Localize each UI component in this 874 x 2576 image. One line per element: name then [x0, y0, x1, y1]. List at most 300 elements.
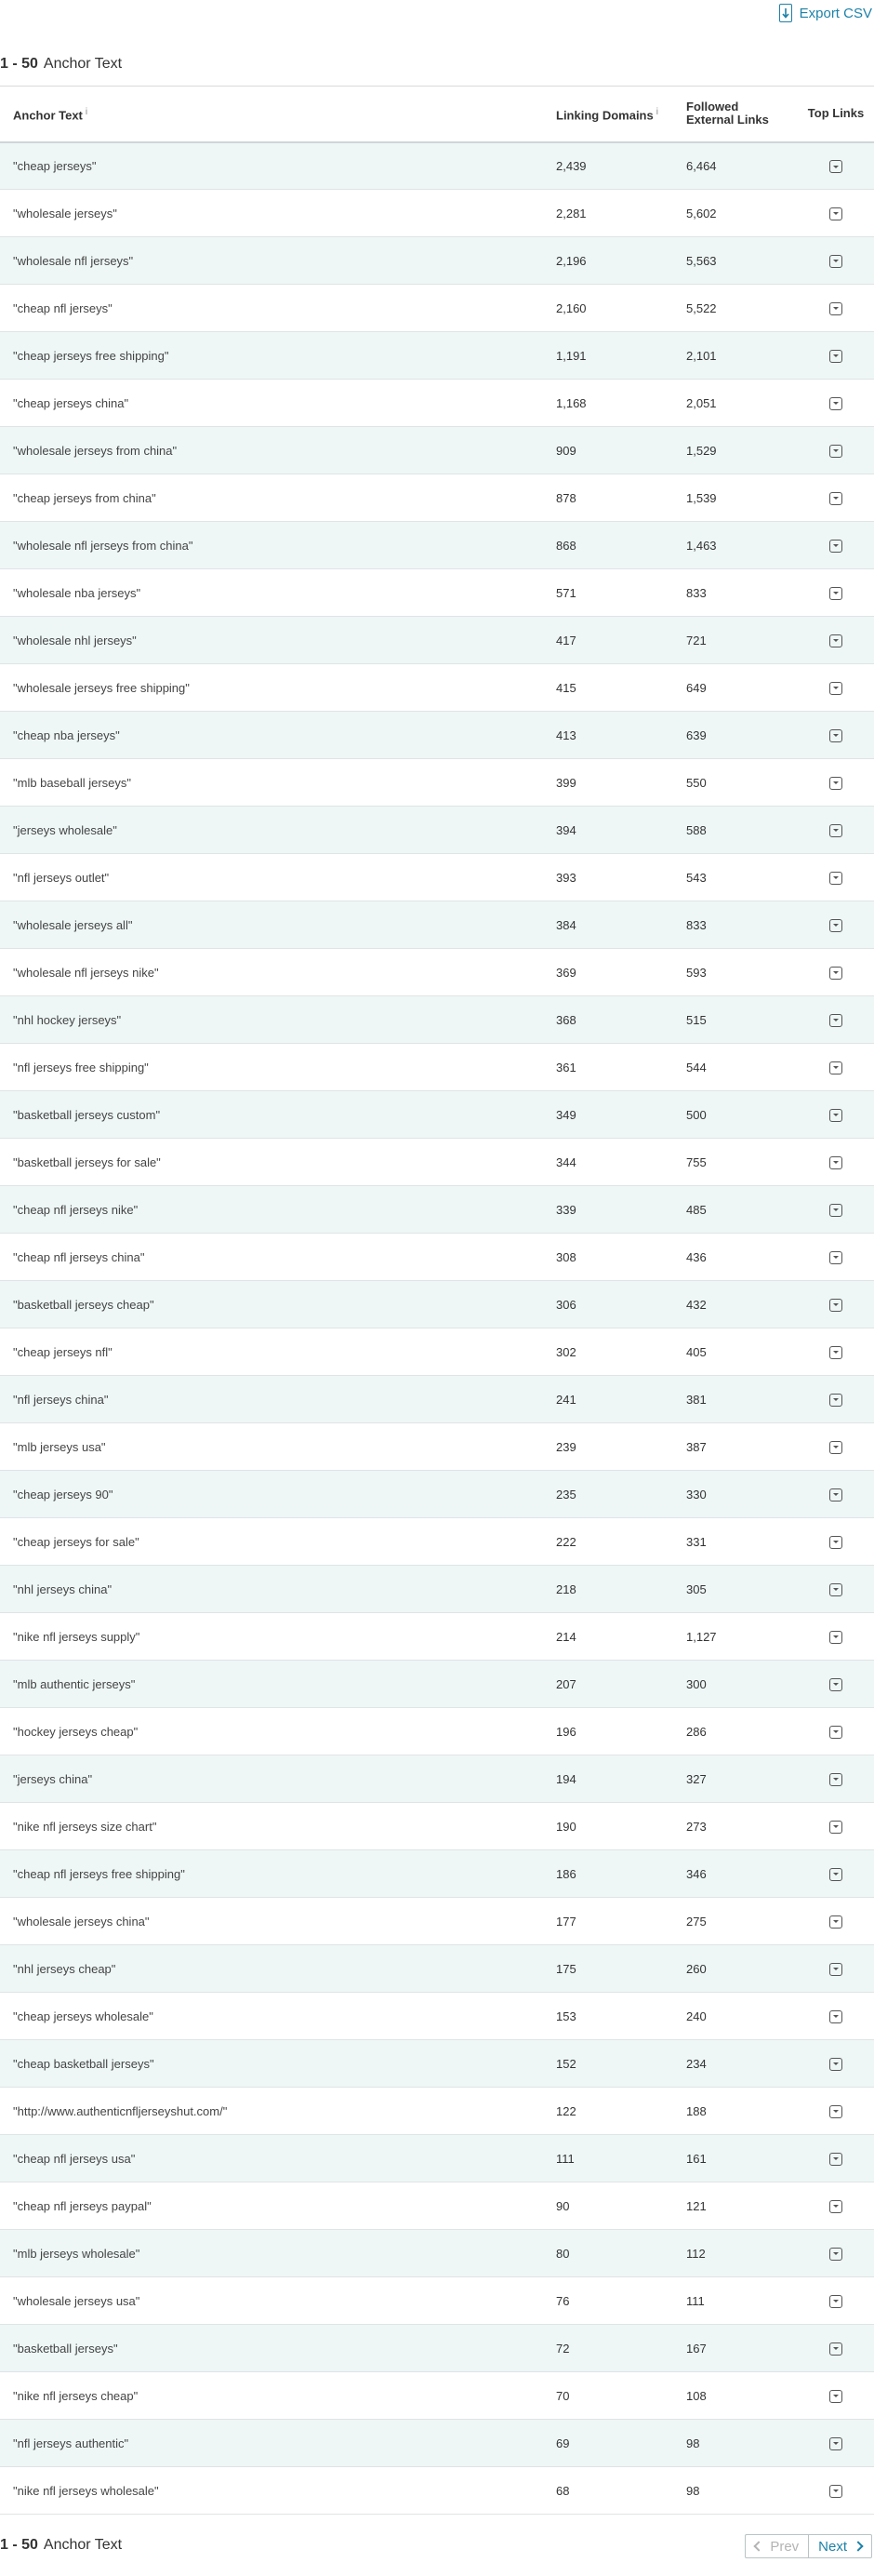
- linking-domains-cell: 68: [556, 2483, 570, 2498]
- linking-domains-cell: 369: [556, 965, 576, 980]
- table-row: [0, 1945, 874, 1993]
- followed-links-cell: 550: [686, 775, 707, 790]
- table-row: [0, 807, 874, 854]
- table-row: [0, 1328, 874, 1376]
- linking-domains-cell: 344: [556, 1155, 576, 1169]
- top-links-cell: [798, 664, 874, 712]
- linking-domains-cell: 80: [556, 2246, 570, 2261]
- table-row: [0, 1423, 874, 1471]
- linking-domains-cell: 177: [556, 1914, 576, 1929]
- anchor-text-cell: "nike nfl jerseys size chart": [13, 1819, 157, 1834]
- anchor-text-cell: "basketball jerseys": [13, 2341, 118, 2356]
- followed-links-cell: 649: [686, 680, 707, 695]
- expand-icon[interactable]: [829, 2437, 842, 2450]
- followed-links-cell: 515: [686, 1012, 707, 1027]
- top-links-cell: [798, 380, 874, 427]
- linking-domains-cell: 241: [556, 1392, 576, 1407]
- linking-domains-cell: 302: [556, 1344, 576, 1359]
- linking-domains-cell: 2,196: [556, 253, 587, 268]
- table-row: [0, 1044, 874, 1091]
- linking-domains-cell: 415: [556, 680, 576, 695]
- followed-links-cell: 593: [686, 965, 707, 980]
- table-row: [0, 617, 874, 664]
- top-links-cell: [798, 1518, 874, 1566]
- table-row: [0, 332, 874, 380]
- table-row: [0, 1850, 874, 1898]
- linking-domains-cell: 235: [556, 1487, 576, 1502]
- anchor-text-cell: "cheap nfl jerseys free shipping": [13, 1866, 185, 1881]
- followed-links-cell: 5,522: [686, 300, 717, 315]
- results-label: Anchor Text: [43, 56, 123, 72]
- linking-domains-cell: 308: [556, 1249, 576, 1264]
- table-row: [0, 427, 874, 474]
- top-links-cell: [798, 1566, 874, 1613]
- linking-domains-cell: 349: [556, 1107, 576, 1122]
- anchor-text-cell: "mlb baseball jerseys": [13, 775, 132, 790]
- expand-icon[interactable]: [829, 682, 842, 695]
- top-links-cell: [798, 1234, 874, 1281]
- top-links-cell: [798, 2372, 874, 2420]
- anchor-text-cell: "cheap jerseys free shipping": [13, 348, 169, 363]
- top-links-cell: [798, 1850, 874, 1898]
- table-row: [0, 1139, 874, 1186]
- expand-icon[interactable]: [829, 1773, 842, 1786]
- top-links-cell: [798, 1613, 874, 1661]
- top-links-cell: [798, 237, 874, 285]
- followed-links-cell: 305: [686, 1582, 707, 1596]
- table-row: [0, 1518, 874, 1566]
- followed-links-cell: 300: [686, 1676, 707, 1691]
- info-icon[interactable]: i: [85, 106, 88, 117]
- followed-links-cell: 544: [686, 1060, 707, 1074]
- top-links-cell: [798, 1708, 874, 1755]
- column-header-anchor-text[interactable]: Anchor Text $^i$: [13, 106, 88, 122]
- followed-links-cell: 331: [686, 1534, 707, 1549]
- table-row: [0, 1803, 874, 1850]
- top-links-cell: [798, 2277, 874, 2325]
- linking-domains-cell: 2,439: [556, 158, 587, 173]
- top-links-cell: [798, 1945, 874, 1993]
- next-page-button[interactable]: Next: [808, 2534, 872, 2558]
- table-row: [0, 2088, 874, 2135]
- table-row: [0, 285, 874, 332]
- top-links-cell: [798, 1661, 874, 1708]
- anchor-text-cell: "cheap jerseys wholesale": [13, 2009, 153, 2023]
- followed-links-cell: 381: [686, 1392, 707, 1407]
- followed-links-cell: 405: [686, 1344, 707, 1359]
- anchor-text-cell: "hockey jerseys cheap": [13, 1724, 139, 1739]
- linking-domains-cell: 571: [556, 585, 576, 600]
- top-links-cell: [798, 1091, 874, 1139]
- download-icon: [779, 4, 792, 22]
- results-summary: [0, 43, 874, 86]
- table-body: [0, 142, 874, 2515]
- expand-icon[interactable]: [829, 1536, 842, 1549]
- top-links-cell: [798, 142, 874, 190]
- top-links-cell: [798, 2135, 874, 2182]
- expand-icon[interactable]: [829, 824, 842, 837]
- expand-icon[interactable]: [829, 445, 842, 458]
- top-links-cell: [798, 522, 874, 569]
- anchor-text-cell: "wholesale jerseys usa": [13, 2293, 140, 2308]
- linking-domains-cell: 69: [556, 2436, 570, 2450]
- anchor-text-cell: "mlb jerseys wholesale": [13, 2246, 140, 2261]
- linking-domains-cell: 194: [556, 1771, 576, 1786]
- expand-icon[interactable]: [829, 634, 842, 647]
- anchor-text-cell: "cheap jerseys nfl": [13, 1344, 113, 1359]
- anchor-text-cell: "wholesale jerseys": [13, 206, 117, 220]
- top-links-cell: [798, 1044, 874, 1091]
- top-links-cell: [798, 617, 874, 664]
- linking-domains-cell: 152: [556, 2056, 576, 2071]
- followed-links-cell: 721: [686, 633, 707, 647]
- top-links-cell: [798, 1376, 874, 1423]
- chevron-left-icon: [754, 2541, 764, 2551]
- anchor-text-cell: "nhl hockey jerseys": [13, 1012, 122, 1027]
- followed-links-cell: 108: [686, 2388, 707, 2403]
- anchor-text-cell: "nhl jerseys china": [13, 1582, 113, 1596]
- followed-links-cell: 234: [686, 2056, 707, 2071]
- table-row: [0, 142, 874, 190]
- expand-icon[interactable]: [829, 160, 842, 173]
- linking-domains-cell: 909: [556, 443, 576, 458]
- table-row: [0, 569, 874, 617]
- anchor-text-cell: "jerseys china": [13, 1771, 93, 1786]
- expand-icon[interactable]: [829, 1726, 842, 1739]
- info-icon[interactable]: i: [656, 106, 658, 117]
- expand-icon[interactable]: [829, 2248, 842, 2261]
- followed-links-cell: 121: [686, 2198, 707, 2213]
- expand-icon[interactable]: [829, 1963, 842, 1976]
- expand-icon[interactable]: [829, 587, 842, 600]
- expand-icon[interactable]: [829, 255, 842, 268]
- linking-domains-cell: 153: [556, 2009, 576, 2023]
- table-row: [0, 2040, 874, 2088]
- followed-links-cell: 327: [686, 1771, 707, 1786]
- followed-links-cell: 639: [686, 727, 707, 742]
- table-row: [0, 712, 874, 759]
- top-links-cell: [798, 285, 874, 332]
- top-links-cell: [798, 1755, 874, 1803]
- top-links-cell: [798, 569, 874, 617]
- followed-links-cell: 1,539: [686, 490, 717, 505]
- expand-icon[interactable]: [829, 207, 842, 220]
- top-links-cell: [798, 2420, 874, 2467]
- followed-links-cell: 588: [686, 822, 707, 837]
- linking-domains-cell: 361: [556, 1060, 576, 1074]
- followed-links-cell: 485: [686, 1202, 707, 1217]
- anchor-text-cell: "wholesale jerseys free shipping": [13, 680, 190, 695]
- followed-links-cell: 500: [686, 1107, 707, 1122]
- expand-icon[interactable]: [829, 1251, 842, 1264]
- expand-icon[interactable]: [829, 1678, 842, 1691]
- expand-icon[interactable]: [829, 1156, 842, 1169]
- chevron-right-icon: [853, 2541, 863, 2551]
- anchor-text-cell: "cheap nba jerseys": [13, 727, 120, 742]
- top-links-cell: [798, 854, 874, 901]
- anchor-text-cell: "basketball jerseys for sale": [13, 1155, 161, 1169]
- table-row: [0, 759, 874, 807]
- table-row: [0, 1993, 874, 2040]
- followed-links-cell: 387: [686, 1439, 707, 1454]
- anchor-text-cell: "wholesale nfl jerseys nike": [13, 965, 159, 980]
- expand-icon[interactable]: [829, 2105, 842, 2118]
- anchor-text-cell: "wholesale nfl jerseys": [13, 253, 134, 268]
- linking-domains-cell: 878: [556, 490, 576, 505]
- export-csv-label: Export CSV: [799, 5, 872, 21]
- expand-icon[interactable]: [829, 1441, 842, 1454]
- table-row: [0, 1376, 874, 1423]
- table-row: [0, 1613, 874, 1661]
- table-row: [0, 1186, 874, 1234]
- top-links-cell: [798, 332, 874, 380]
- followed-links-cell: 167: [686, 2341, 707, 2356]
- expand-icon[interactable]: [829, 1394, 842, 1407]
- top-links-cell: [798, 1803, 874, 1850]
- linking-domains-cell: 384: [556, 917, 576, 932]
- expand-icon[interactable]: [829, 1014, 842, 1027]
- table-row: [0, 2135, 874, 2182]
- anchor-text-cell: "mlb jerseys usa": [13, 1439, 106, 1454]
- column-header-followed-external-links[interactable]: Followed External Links: [686, 100, 769, 127]
- expand-icon[interactable]: [829, 2390, 842, 2403]
- table-row: [0, 1091, 874, 1139]
- anchor-text-cell: "wholesale nba jerseys": [13, 585, 141, 600]
- anchor-text-cell: "cheap jerseys for sale": [13, 1534, 139, 1549]
- table-row: [0, 1281, 874, 1328]
- followed-links-cell: 188: [686, 2103, 707, 2118]
- results-label: Anchor Text: [43, 2537, 123, 2553]
- expand-icon[interactable]: [829, 2200, 842, 2213]
- followed-links-cell: 755: [686, 1155, 707, 1169]
- table-row: [0, 901, 874, 949]
- anchor-text-cell: "basketball jerseys custom": [13, 1107, 161, 1122]
- linking-domains-cell: 413: [556, 727, 576, 742]
- anchor-text-cell: "cheap nfl jerseys paypal": [13, 2198, 152, 2213]
- followed-links-cell: 6,464: [686, 158, 717, 173]
- table-row: [0, 996, 874, 1044]
- anchor-text-cell: "cheap jerseys": [13, 158, 97, 173]
- table-row: [0, 1661, 874, 1708]
- expand-icon[interactable]: [829, 540, 842, 553]
- anchor-text-cell: "mlb authentic jerseys": [13, 1676, 136, 1691]
- expand-icon[interactable]: [829, 777, 842, 790]
- top-links-cell: [798, 474, 874, 522]
- linking-domains-cell: 339: [556, 1202, 576, 1217]
- expand-icon[interactable]: [829, 350, 842, 363]
- linking-domains-cell: 399: [556, 775, 576, 790]
- expand-icon[interactable]: [829, 1346, 842, 1359]
- table-row: [0, 190, 874, 237]
- linking-domains-cell: 70: [556, 2388, 570, 2403]
- anchor-text-cell: "http://www.authenticnfljerseyshut.com/": [13, 2103, 228, 2118]
- followed-links-cell: 1,529: [686, 443, 717, 458]
- anchor-text-cell: "nike nfl jerseys wholesale": [13, 2483, 159, 2498]
- expand-icon[interactable]: [829, 2342, 842, 2356]
- anchor-text-cell: "wholesale jerseys all": [13, 917, 133, 932]
- linking-domains-cell: 72: [556, 2341, 570, 2356]
- pagination: [745, 2534, 872, 2558]
- expand-icon[interactable]: [829, 1061, 842, 1074]
- anchor-text-cell: "wholesale jerseys from china": [13, 443, 178, 458]
- table-row: [0, 1755, 874, 1803]
- top-links-cell: [798, 1186, 874, 1234]
- followed-links-cell: 161: [686, 2151, 707, 2166]
- top-links-cell: [798, 949, 874, 996]
- expand-icon[interactable]: [829, 1915, 842, 1929]
- toolbar: [0, 0, 874, 43]
- linking-domains-cell: 868: [556, 538, 576, 553]
- top-links-cell: [798, 759, 874, 807]
- anchor-text-cell: "jerseys wholesale": [13, 822, 117, 837]
- followed-links-cell: 5,602: [686, 206, 717, 220]
- expand-icon[interactable]: [829, 397, 842, 410]
- expand-icon[interactable]: [829, 1868, 842, 1881]
- top-links-cell: [798, 427, 874, 474]
- expand-icon[interactable]: [829, 2153, 842, 2166]
- followed-links-cell: 98: [686, 2436, 700, 2450]
- table-row: [0, 2420, 874, 2467]
- linking-domains-cell: 222: [556, 1534, 576, 1549]
- anchor-text-cell: "wholesale nfl jerseys from china": [13, 538, 193, 553]
- followed-links-cell: 112: [686, 2246, 706, 2261]
- anchor-text-cell: "cheap nfl jerseys usa": [13, 2151, 136, 2166]
- table-row: [0, 1234, 874, 1281]
- followed-links-cell: 1,127: [686, 1629, 717, 1644]
- anchor-text-table: [0, 86, 874, 2515]
- table-row: [0, 2325, 874, 2372]
- table-row: [0, 664, 874, 712]
- top-links-cell: [798, 1471, 874, 1518]
- table-row: [0, 237, 874, 285]
- top-links-cell: [798, 807, 874, 854]
- linking-domains-cell: 239: [556, 1439, 576, 1454]
- top-links-cell: [798, 2182, 874, 2230]
- anchor-text-cell: "nfl jerseys china": [13, 1392, 109, 1407]
- linking-domains-cell: 394: [556, 822, 576, 837]
- anchor-text-cell: "nike nfl jerseys cheap": [13, 2388, 139, 2403]
- anchor-text-cell: "cheap jerseys from china": [13, 490, 156, 505]
- followed-links-cell: 260: [686, 1961, 707, 1976]
- top-links-cell: [798, 1328, 874, 1376]
- expand-icon[interactable]: [829, 872, 842, 885]
- linking-domains-cell: 90: [556, 2198, 570, 2213]
- results-range: 1 - 50: [0, 2537, 38, 2553]
- expand-icon[interactable]: [829, 1821, 842, 1834]
- top-links-cell: [798, 2325, 874, 2372]
- top-links-cell: [798, 712, 874, 759]
- followed-links-cell: 543: [686, 870, 707, 885]
- linking-domains-cell: 1,168: [556, 395, 587, 410]
- expand-icon[interactable]: [829, 1299, 842, 1312]
- linking-domains-cell: 2,281: [556, 206, 587, 220]
- anchor-text-cell: "nfl jerseys outlet": [13, 870, 110, 885]
- top-links-cell: [798, 2230, 874, 2277]
- expand-icon[interactable]: [829, 1631, 842, 1644]
- anchor-text-cell: "cheap basketball jerseys": [13, 2056, 154, 2071]
- linking-domains-cell: 111: [556, 2151, 575, 2166]
- top-links-cell: [798, 1993, 874, 2040]
- expand-icon[interactable]: [829, 302, 842, 315]
- followed-links-cell: 240: [686, 2009, 707, 2023]
- table-row: [0, 1471, 874, 1518]
- anchor-text-cell: "cheap jerseys china": [13, 395, 129, 410]
- followed-links-cell: 1,463: [686, 538, 717, 553]
- expand-icon[interactable]: [829, 1488, 842, 1502]
- table-row: [0, 1566, 874, 1613]
- top-links-cell: [798, 2088, 874, 2135]
- top-links-cell: [798, 1898, 874, 1945]
- anchor-text-cell: "wholesale nhl jerseys": [13, 633, 137, 647]
- expand-icon[interactable]: [829, 1109, 842, 1122]
- table-row: [0, 2230, 874, 2277]
- table-row: [0, 2467, 874, 2515]
- expand-icon[interactable]: [829, 967, 842, 980]
- table-row: [0, 1898, 874, 1945]
- anchor-text-cell: "cheap nfl jerseys nike": [13, 1202, 139, 1217]
- table-row: [0, 2182, 874, 2230]
- linking-domains-cell: 122: [556, 2103, 576, 2118]
- followed-links-cell: 2,051: [686, 395, 717, 410]
- column-header-linking-domains[interactable]: Linking Domains $^i$: [556, 106, 658, 122]
- followed-links-cell: 286: [686, 1724, 707, 1739]
- export-csv-button[interactable]: [779, 4, 872, 22]
- linking-domains-cell: 207: [556, 1676, 576, 1691]
- expand-icon[interactable]: [829, 2295, 842, 2308]
- top-links-cell: [798, 1281, 874, 1328]
- linking-domains-cell: 218: [556, 1582, 576, 1596]
- expand-icon[interactable]: [829, 729, 842, 742]
- anchor-text-cell: "cheap nfl jerseys china": [13, 1249, 145, 1264]
- table-row: [0, 474, 874, 522]
- table-row: [0, 2277, 874, 2325]
- results-summary-footer: [0, 2535, 122, 2556]
- table-row: [0, 854, 874, 901]
- linking-domains-cell: 393: [556, 870, 576, 885]
- table-row: [0, 1708, 874, 1755]
- followed-links-cell: 273: [686, 1819, 707, 1834]
- top-links-cell: [798, 2040, 874, 2088]
- anchor-text-cell: "wholesale jerseys china": [13, 1914, 150, 1929]
- top-links-cell: [798, 1139, 874, 1186]
- expand-icon[interactable]: [829, 2485, 842, 2498]
- followed-links-cell: 5,563: [686, 253, 717, 268]
- top-links-cell: [798, 190, 874, 237]
- followed-links-cell: 833: [686, 917, 707, 932]
- linking-domains-cell: 2,160: [556, 300, 587, 315]
- followed-links-cell: 98: [686, 2483, 700, 2498]
- expand-icon[interactable]: [829, 492, 842, 505]
- top-links-cell: [798, 1423, 874, 1471]
- followed-links-cell: 2,101: [686, 348, 717, 363]
- expand-icon[interactable]: [829, 1204, 842, 1217]
- linking-domains-cell: 368: [556, 1012, 576, 1027]
- followed-links-cell: 346: [686, 1866, 707, 1881]
- expand-icon[interactable]: [829, 2010, 842, 2023]
- table-row: [0, 380, 874, 427]
- linking-domains-cell: 186: [556, 1866, 576, 1881]
- table-footer: [0, 2515, 874, 2576]
- linking-domains-cell: 1,191: [556, 348, 587, 363]
- prev-page-button[interactable]: Prev: [745, 2534, 808, 2558]
- linking-domains-cell: 306: [556, 1297, 576, 1312]
- expand-icon[interactable]: [829, 1583, 842, 1596]
- top-links-cell: [798, 996, 874, 1044]
- expand-icon[interactable]: [829, 919, 842, 932]
- anchor-text-cell: "basketball jerseys cheap": [13, 1297, 154, 1312]
- expand-icon[interactable]: [829, 2058, 842, 2071]
- results-range: 1 - 50: [0, 56, 38, 72]
